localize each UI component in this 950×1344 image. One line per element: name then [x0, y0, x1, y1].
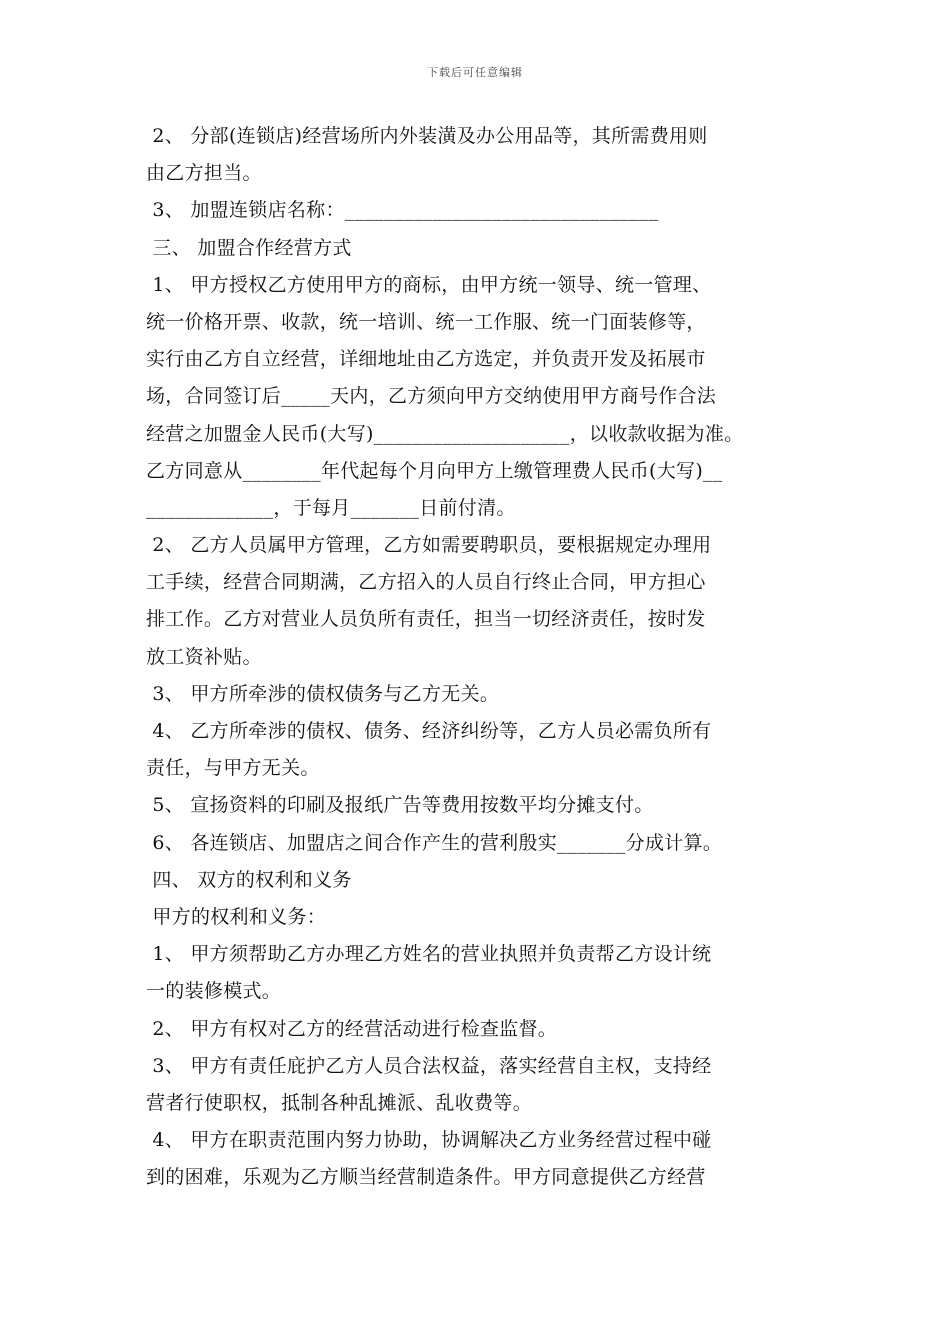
text-line: 6、 各连锁店、加盟店之间合作产生的营利殷实_______分成计算。: [146, 831, 723, 854]
text-line: 3、 加盟连锁店名称：________________________________: [146, 199, 659, 222]
text-line: 乙方同意从________年代起每个月向甲方上缴管理费人民币(大写)__: [146, 459, 723, 482]
text-line: 营者行使职权，抵制各种乱摊派、乱收费等。: [146, 1091, 533, 1114]
text-line: 场，合同签订后_____天内，乙方须向甲方交纳使用甲方商号作合法: [146, 385, 717, 408]
text-line: 2、 甲方有权对乙方的经营活动进行检查监督。: [146, 1017, 558, 1040]
text-line: 放工资补贴。: [146, 645, 262, 668]
text-line: 4、 甲方在职责范围内努力协助，协调解决乙方业务经营过程中碰: [146, 1129, 712, 1152]
text-line: _____________，于每月_______日前付清。: [146, 496, 516, 519]
text-line: 1、 甲方授权乙方使用甲方的商标，由甲方统一领导、统一管理、: [146, 273, 712, 296]
text-line: 实行由乙方自立经营，详细地址由乙方选定，并负责开发及拓展市: [146, 348, 706, 371]
text-line: 3、 甲方所牵涉的债权债务与乙方无关。: [146, 682, 500, 705]
text-line: 排工作。乙方对营业人员负所有责任，担当一切经济责任，按时发: [146, 608, 706, 631]
text-line: 甲方的权利和义务：: [146, 905, 327, 928]
text-line: 一的装修模式。: [146, 980, 282, 1003]
page-header: 下载后可任意编辑: [427, 66, 523, 79]
text-line: 由乙方担当。: [146, 162, 262, 185]
text-line: 1、 甲方须帮助乙方办理乙方姓名的营业执照并负责帮乙方设计统: [146, 943, 712, 966]
text-line: 责任，与甲方无关。: [146, 757, 320, 780]
text-line: 经营之加盟金人民币(大写)____________________，以收款收据为准。: [146, 422, 744, 445]
text-line: 2、 乙方人员属甲方管理，乙方如需要聘职员，要根据规定办理用: [146, 534, 712, 557]
text-line: 四、 双方的权利和义务: [146, 868, 352, 891]
text-line: 2、 分部(连锁店)经营场所内外装潢及办公用品等，其所需费用则: [146, 125, 708, 147]
document-body: [146, 118, 816, 1196]
text-line: 统一价格开票、收款，统一培训、统一工作服、统一门面装修等，: [146, 310, 706, 333]
text-line: 三、 加盟合作经营方式: [146, 236, 352, 259]
text-line: 3、 甲方有责任庇护乙方人员合法权益，落实经营自主权，支持经: [146, 1054, 712, 1077]
text-line: 5、 宣扬资料的印刷及报纸广告等费用按数平均分摊支付。: [146, 794, 654, 817]
text-line: 4、 乙方所牵涉的债权、债务、经济纠纷等，乙方人员必需负所有: [146, 720, 712, 742]
text-line: 工手续，经营合同期满，乙方招入的人员自行终止合同，甲方担心: [146, 571, 706, 594]
text-line: 到的困难，乐观为乙方顺当经营制造条件。甲方同意提供乙方经营: [146, 1166, 706, 1189]
